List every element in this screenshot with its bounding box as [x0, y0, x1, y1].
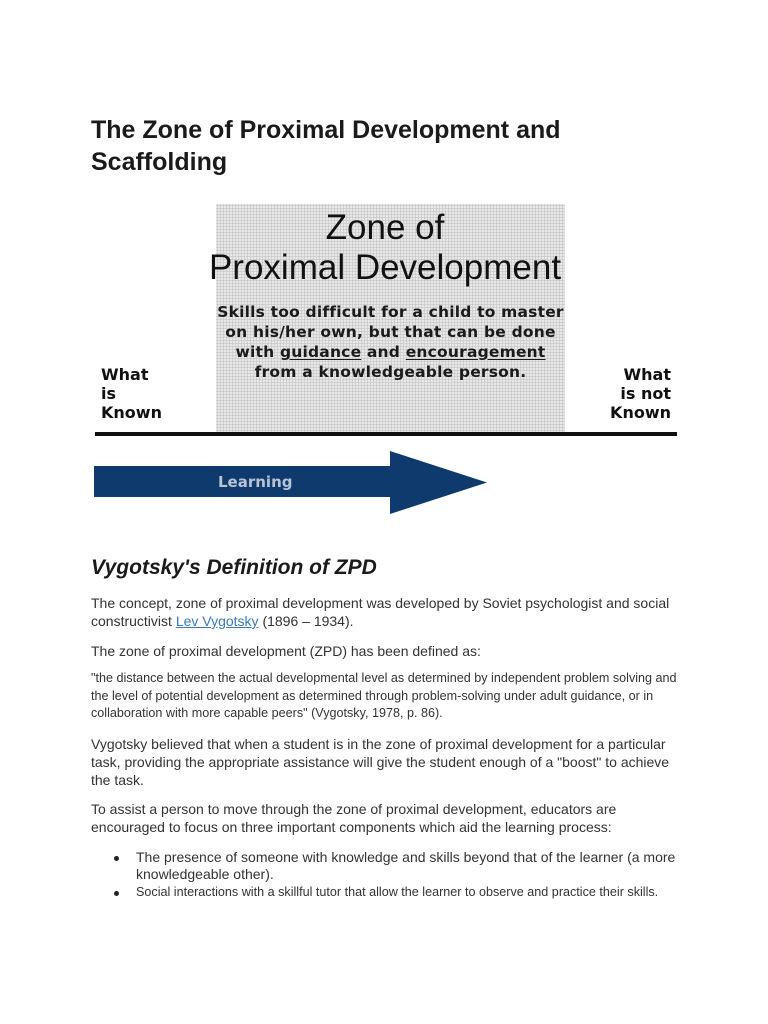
- lifespan-text: (1896 – 1934).: [258, 613, 354, 629]
- zpd-desc-encouragement: encouragement: [405, 343, 546, 361]
- zpd-diagram-title: [100, 208, 670, 288]
- zpd-title-line1: Zone of: [325, 208, 445, 247]
- definition-quote: "the distance between the actual developmental level as determined by independent problem solving and the level of potential development as determined through problem-solving under adult guidance, or in collaboration with more capable peers" (Vygotsky, 1978, p. 86).: [91, 671, 677, 720]
- components-list: [91, 849, 681, 901]
- unknown-label-line1: What: [623, 365, 671, 384]
- known-label-line2: is: [101, 384, 117, 403]
- unknown-label-line3: Known: [610, 403, 671, 422]
- zpd-desc-part3: from a knowledgeable person.: [254, 363, 527, 381]
- lev-vygotsky-link[interactable]: Lev Vygotsky: [175, 613, 259, 629]
- bullet-icon: [114, 856, 119, 861]
- concept-text: The concept, zone of proximal development was developed by Soviet psychologist and social constructivist: [91, 595, 670, 629]
- list-item: [91, 884, 681, 901]
- paragraph-three-components: To assist a person to move through the zone of proximal development, educators are encouraged to focus on three important components which aid the learning process:: [91, 801, 617, 835]
- known-label-line1: What: [101, 365, 149, 384]
- paragraph-vygotsky-belief: Vygotsky believed that when a student is in the zone of proximal development for a particular task, providing the appropriate assistance will give the student enough of a "boost" to achieve the task.: [91, 736, 670, 788]
- page-title: The Zone of Proximal Development and Scaffolding: [91, 116, 561, 176]
- list-item: [91, 849, 681, 883]
- zpd-desc-guidance: guidance: [279, 343, 362, 361]
- knowledge-baseline-divider: [95, 432, 677, 436]
- list-item-text: Social interactions with a skillful tutor that allow the learner to observe and practice their skills.: [136, 885, 659, 899]
- paragraph-concept: [91, 594, 681, 630]
- what-is-known-label: [101, 365, 162, 422]
- zpd-title-line2: Proximal Development: [208, 248, 562, 287]
- bullet-icon: [114, 891, 119, 896]
- section-heading: Vygotsky's Definition of ZPD: [91, 556, 377, 579]
- zpd-description: [216, 302, 565, 382]
- zpd-desc-part2: and: [361, 343, 406, 361]
- known-label-line3: Known: [101, 403, 162, 422]
- zpd-desc-part1: Skills too difficult for a child to master on his/her own, but that can be done with: [217, 303, 564, 361]
- what-is-not-known-label: [610, 365, 671, 422]
- paragraph-defined-as: The zone of proximal development (ZPD) has been defined as:: [91, 643, 481, 659]
- unknown-label-line2: is not: [620, 384, 671, 403]
- list-item-text: The presence of someone with knowledge and skills beyond that of the learner (a more knowledgeable other).: [136, 849, 676, 882]
- learning-arrow-label: Learning: [218, 473, 293, 491]
